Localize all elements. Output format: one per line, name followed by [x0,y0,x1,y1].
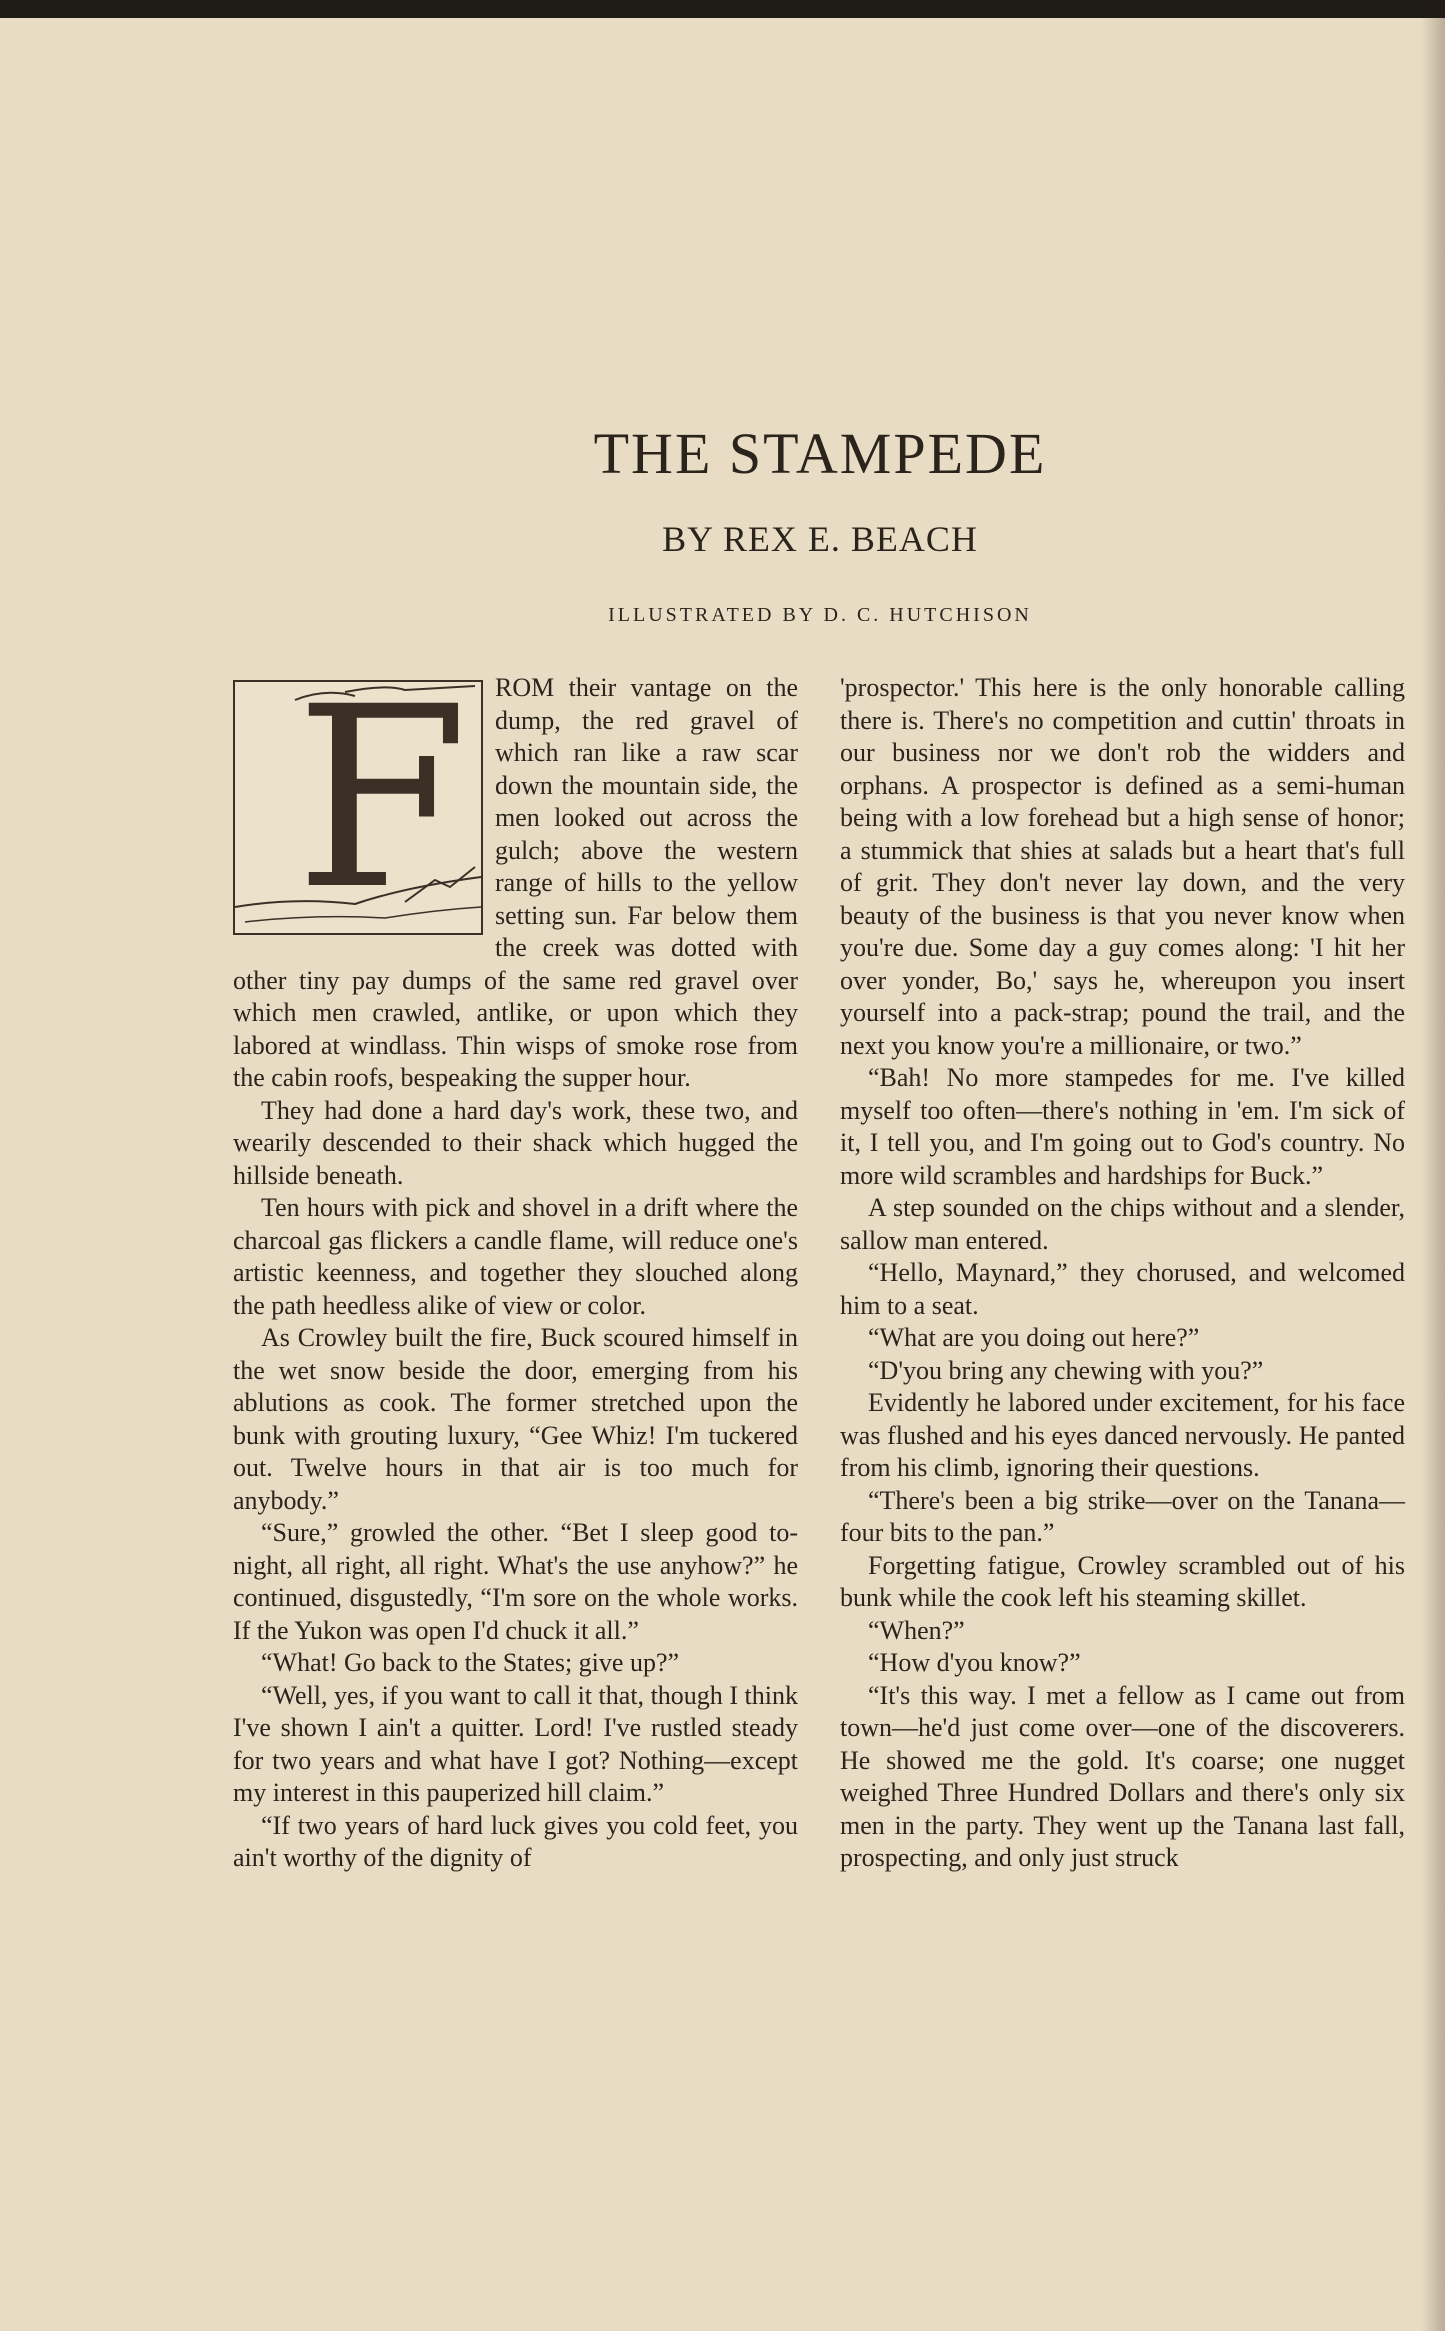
paragraph: “What! Go back to the States; give up?” [261,1648,680,1677]
paragraph: 'prospector.' This here is the only honorable calling there is. There's no competition and cuttin' throats in our business nor we don't rob the widders and orphans. A prospector is defined as a semi-human being with a low forehead but a high sense of honor; a stummick that shies at salads but a heart that's full of grit. They don't never lay down, and the very beauty of the business is that you never know when you're due. Some day a guy comes along: 'I hit her over yonder, Bo,' says he, whereupon you insert yourself into a pack-strap; pound the trail, and the next you know you're a millionaire, or two.” [840,673,1405,1060]
dropcap-letter: F [295,653,469,944]
paragraph: Evidently he labored under excitement, for his face was flushed and his eyes danced nervously. He panted from his climb, ignoring their questions. [840,1388,1405,1482]
paragraph: As Crowley built the fire, Buck scoured himself in the wet snow beside the door, emerging from his ablutions as cook. The former stretched upon the bunk with grouting luxury, “Gee Whiz! I'm tuckered out. Twelve hours in that air is too much for anybody.” [233,1323,798,1515]
paragraph: “It's this way. I met a fellow as I came out from town—he'd just come over—one of the discoverers. He showed me the gold. It's coarse; one nugget weighed Three Hundred Dollars and there's only six men in the party. They went up the Tanana last fall, prospecting, and only just struck [840,1680,1405,1872]
paragraph: “There's been a big strike—over on the Tanana—four bits to the pan.” [840,1485,1405,1547]
illustrator-credit: ILLUSTRATED BY D. C. HUTCHISON [608,604,1032,626]
page-top-edge [0,0,1445,18]
right-column [840,672,1405,1875]
paragraph: Ten hours with pick and shovel in a drift where the charcoal gas flickers a candle flame, will reduce one's artistic keenness, and together they slouched along the path heedless alike of view or color. [233,1193,798,1320]
left-column [233,653,798,1875]
paragraph: “How d'you know?” [868,1648,1081,1677]
page-binding-shadow [1421,0,1445,2331]
paragraph: “Hello, Maynard,” they chorused, and welcomed him to a seat. [840,1258,1405,1320]
paragraph: “When?” [868,1615,965,1645]
paragraph: “If two years of hard luck gives you cold feet, you ain't worthy of the dignity of [233,1810,798,1872]
paragraph: “What are you doing out here?” [868,1323,1200,1352]
paragraph: A step sounded on the chips without and a slender, sallow man entered. [840,1193,1405,1255]
paragraph: “D'you bring any chewing with you?” [868,1355,1264,1385]
paragraph: They had done a hard day's work, these two, and wearily descended to their shack which hugged the hillside beneath. [233,1095,798,1190]
paragraph: “Bah! No more stampedes for me. I've killed myself too often—there's nothing in 'em. I'm sick of it, I tell you, and I'm going out to God's country. No more wild scrambles and hardships for Buck.” [840,1063,1405,1190]
dropcap-illustration [233,653,483,944]
article-byline: BY REX E. BEACH [662,519,978,559]
paragraph: “Well, yes, if you want to call it that, though I think I've shown I ain't a quitter. Lord! I've rustled steady for two years and what have I got? Nothing—except my interest in this pauperized hill claim.” [233,1680,798,1807]
paragraph: Forgetting fatigue, Crowley scrambled out of his bunk while the cook left his steaming skillet. [840,1550,1405,1612]
paragraph: ROM their vantage on the dump, the red gravel of which ran like a raw scar down the mountain side, the men looked out across the gulch; above the western range of hills to the yellow setting sun. Far below them the creek was dotted with other tiny pay dumps of the same red gravel over which men crawled, antlike, or upon which they labored at windlass. Thin wisps of smoke rose from the cabin roofs, bespeaking the supper hour. [233,673,798,1092]
paragraph: “Sure,” growled the other. “Bet I sleep good to-night, all right, all right. What's the use anyhow?” he continued, disgustedly, “I'm sore on the whole works. If the Yukon was open I'd chuck it all.” [233,1518,798,1645]
article-title: THE STAMPEDE [593,421,1047,486]
